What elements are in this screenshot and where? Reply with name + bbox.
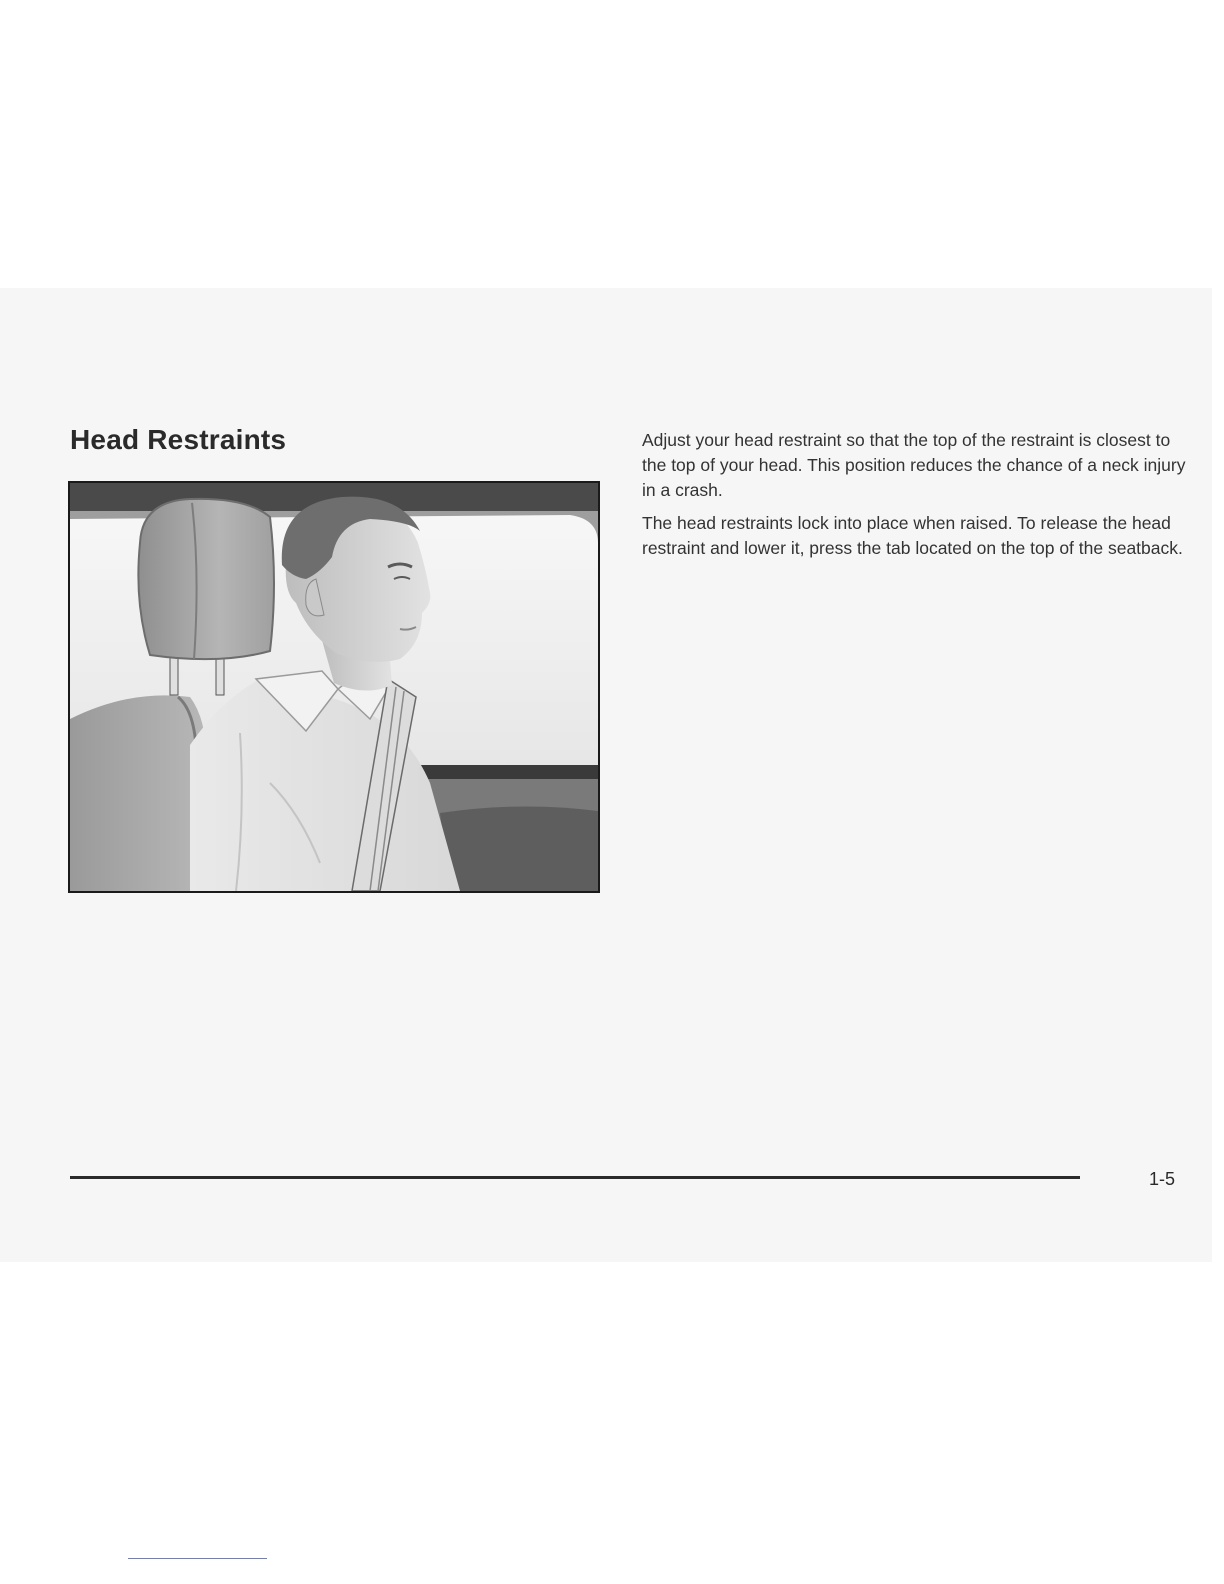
paragraph-adjust-restraint: Adjust your head restraint so that the top of the restraint is closest to the top of your head. This position reduces the chance of a neck injury in a crash. [642, 430, 1186, 500]
section-heading: Head Restraints [70, 424, 287, 455]
footer-rule [70, 1176, 1080, 1179]
paragraph-release-restraint: The head restraints lock into place when raised. To release the head restraint and lower it, press the tab located on the top of the seatback. [642, 513, 1183, 558]
body-text [642, 428, 1190, 569]
head-restraint-illustration [68, 481, 600, 893]
bottom-divider-line [128, 1558, 267, 1559]
page-number: 1-5 [1149, 1169, 1176, 1189]
